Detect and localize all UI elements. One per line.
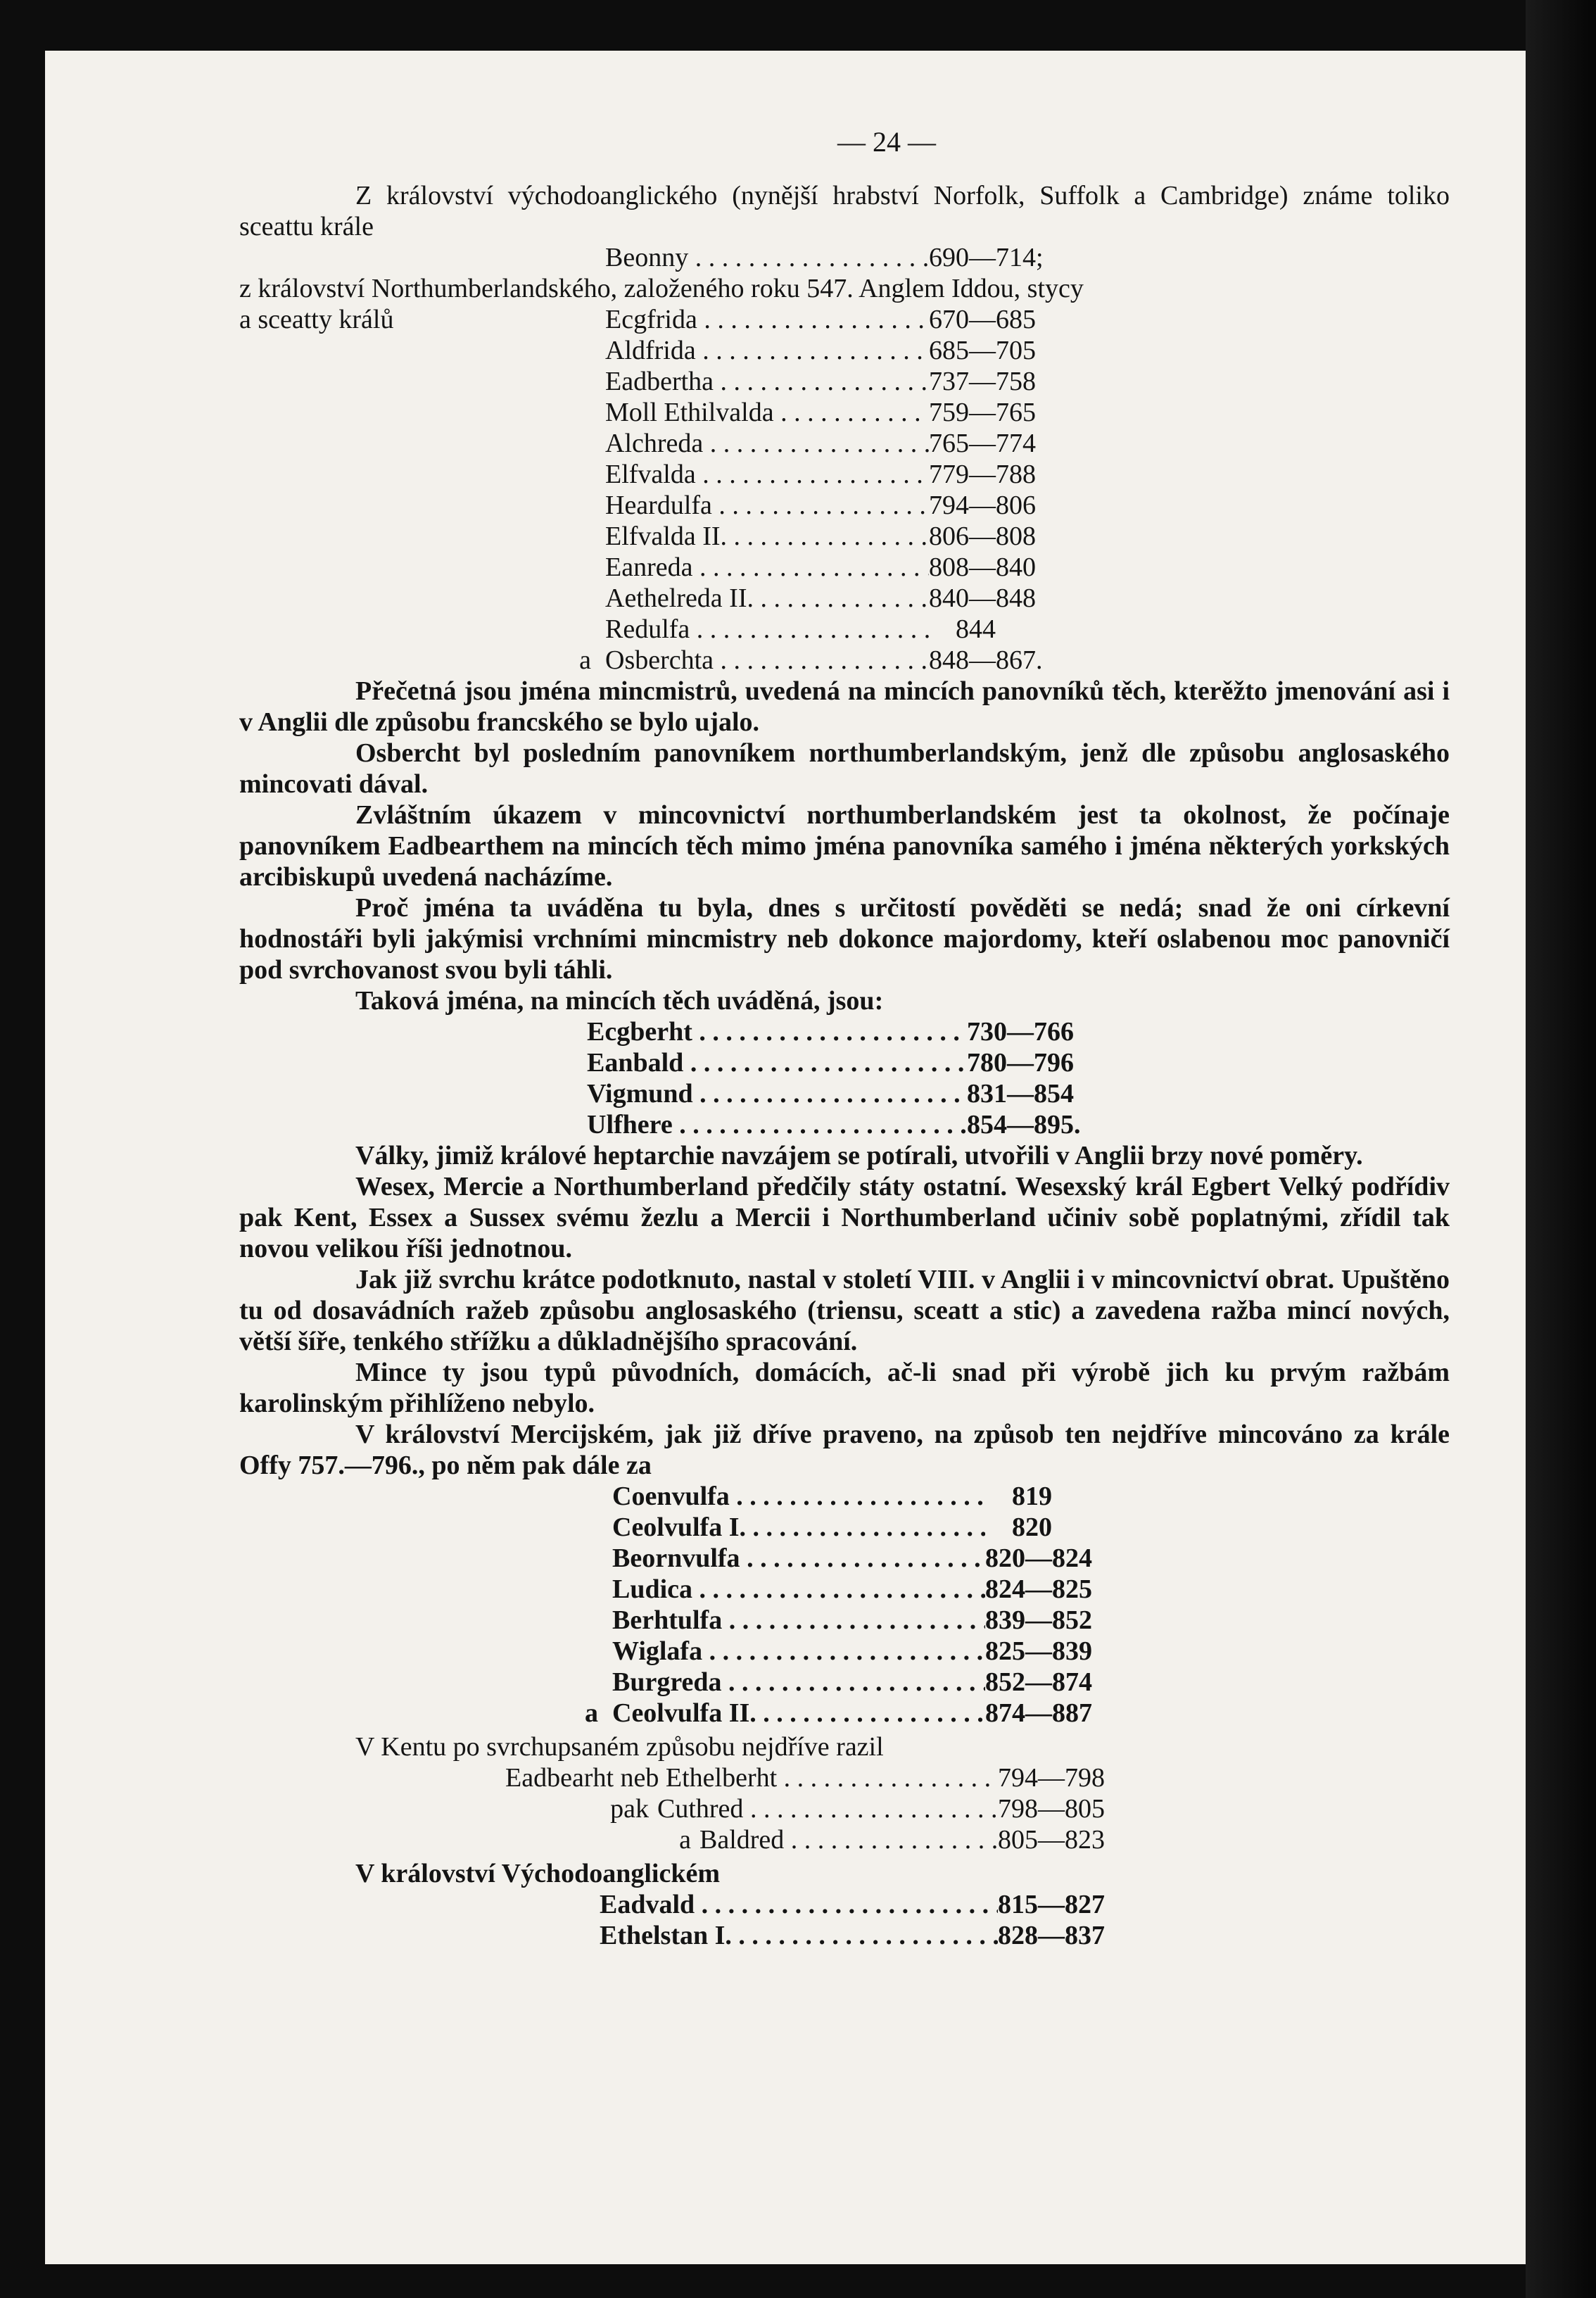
table-row	[239, 645, 1450, 676]
row-lead-text: a sceatty králů	[239, 305, 394, 334]
archbishop-name: Ulfhere . . .	[587, 1109, 967, 1140]
ruler-name: Beornvulfa . . .	[612, 1543, 985, 1574]
table-row	[239, 583, 1450, 614]
table-row	[239, 1824, 1450, 1855]
mercia-kings-table	[239, 1481, 1450, 1729]
ruler-name: Ceolvulfa II. . . .	[612, 1698, 985, 1729]
table-row	[239, 397, 1450, 428]
paragraph-osbercht: Osbercht byl posledním panovníkem northumberlandským, jenž dle způsobu anglosaského mincovati dával.	[239, 738, 1450, 799]
table-row	[239, 552, 1450, 583]
page-number: — 24 —	[837, 126, 936, 158]
archbishop-years: 780—796	[967, 1048, 1074, 1078]
table-row	[239, 304, 1450, 335]
table-row	[239, 428, 1450, 459]
ruler-name: Eadvald . . .	[600, 1889, 998, 1920]
archbishop-years: 831—854	[967, 1079, 1074, 1109]
table-row	[239, 335, 1450, 366]
paragraph-names-intro: Taková jména, na mincích těch uváděná, jsou:	[355, 986, 884, 1016]
ruler-years: 874—887	[985, 1698, 1092, 1728]
table-row	[239, 366, 1450, 397]
table-row	[239, 1793, 1450, 1824]
paragraph-wessex: Wesex, Mercie a Northumberland předčily státy ostatní. Wesexský král Egbert Velký podřídiv pak Kent, Essex a Sussex svému žezlu a Mercii i Northumberland učiniv sobě poplatnými, zřídil tak novou velikou říši jednotnou.	[239, 1172, 1450, 1263]
ruler-years: 779—788	[929, 460, 1036, 489]
table-row	[239, 1636, 1450, 1667]
ruler-name: Heardulfa . . .	[605, 490, 929, 521]
ruler-years: 825—839	[985, 1636, 1092, 1666]
ruler-years: 815—827	[998, 1890, 1105, 1919]
northumbria-kings-table	[239, 304, 1450, 676]
ruler-prefix: a	[585, 1698, 598, 1728]
paragraph-intro-east-anglia: Z království východoanglického (nynější hrabství Norfolk, Suffolk a Cambridge) známe toliko sceattu krále	[239, 181, 1450, 241]
table-row	[239, 1543, 1450, 1574]
table-row	[239, 1667, 1450, 1698]
ruler-name: Aldfrida . . .	[605, 335, 929, 366]
archbishops-table	[239, 1016, 1450, 1140]
paragraph-church-officials: Proč jména ta uváděna tu byla, dnes s určitostí pověděti se nedá; snad že oni církevní hodnostáři byli jakýmisi vrchními mincmistry neb dokonce majordomy, kteří oslabenou moc panovničí pod svrchovanost svou byli táhli.	[239, 893, 1450, 985]
table-row	[239, 614, 1450, 645]
table-row	[239, 1481, 1450, 1512]
ruler-name: Eanreda . . .	[605, 552, 929, 583]
ruler-name: Elfvalda II. . . .	[605, 521, 929, 552]
table-row	[239, 459, 1450, 490]
table-row	[239, 1512, 1450, 1543]
archbishop-years: 854—895.	[967, 1110, 1081, 1139]
ruler-years: 685—705	[929, 336, 1036, 365]
ruler-years: 819	[1012, 1482, 1052, 1511]
ruler-years: 805—823	[998, 1825, 1105, 1855]
ruler-prefix: a	[579, 645, 591, 675]
paragraph-archbishops: Zvláštním úkazem v mincovnictví northumberlandském jest ta okolnost, že počínaje panovníkem Eadbearthem na mincích těch mimo jména panovníka samého i jména některých yorkských arcibiskupů uvedená nacházíme.	[239, 800, 1450, 892]
coin-row-beonny	[239, 242, 1450, 273]
ruler-years: 844	[956, 614, 996, 644]
ruler-years: 794—798	[998, 1763, 1105, 1793]
book-spine-shadow	[1526, 0, 1596, 2298]
table-row	[239, 1109, 1450, 1140]
ruler-years: 808—840	[929, 553, 1036, 582]
paragraph-eighth-century: Jak již svrchu krátce podotknuto, nastal v století VIII. v Anglii i v mincovnictví obrat. Upuštěno tu od dosavádních ražeb způsobu anglosaského (triensu, sceatt a stic) a zavedena ražba mincí nových, větší šíře, tenkého střížku a důkladnějšího spracování.	[239, 1265, 1450, 1356]
ruler-years: 852—874	[985, 1667, 1092, 1697]
paragraph-kent: V Kentu po svrchupsaném způsobu nejdříve razil	[355, 1732, 884, 1762]
archbishop-name: Eanbald . . .	[587, 1047, 967, 1078]
ruler-name: Burgreda . . .	[612, 1667, 985, 1698]
ruler-years: 839—852	[985, 1605, 1092, 1635]
ruler-name: Eadbearht neb Ethelberht . . .	[505, 1762, 998, 1793]
ruler-years: 670—685	[929, 305, 1036, 334]
ruler-years: 765—774	[929, 429, 1036, 458]
table-row	[239, 1698, 1450, 1729]
ruler-name: Ludica . . .	[612, 1574, 985, 1605]
paragraph-intro-northumbria: z království Northumberlandského, založeného roku 547. Anglem Iddou, stycy	[239, 274, 1084, 303]
table-row	[239, 1078, 1450, 1109]
ruler-name: Wiglafa . . .	[612, 1636, 985, 1667]
ruler-years: 690—714;	[929, 243, 1044, 272]
paragraph-wars: Války, jimiž králové heptarchie navzájem se potírali, utvořili v Anglii brzy nové poměry.	[355, 1141, 1363, 1170]
archbishop-years: 730—766	[967, 1017, 1074, 1047]
page-text	[239, 127, 1450, 1951]
ruler-name: Redulfa . . .	[605, 614, 929, 645]
ruler-years: 806—808	[929, 522, 1036, 551]
kent-kings-table	[239, 1762, 1450, 1855]
ruler-years: 759—765	[929, 398, 1036, 427]
ruler-name: Eadbertha . . .	[605, 366, 929, 397]
ruler-years: 828—837	[998, 1921, 1105, 1950]
ruler-name: Cuthred . . .	[657, 1793, 998, 1824]
paragraph-east-anglia: V království Východoanglickém	[355, 1859, 720, 1888]
table-row	[239, 1047, 1450, 1078]
ruler-years: 820	[1012, 1513, 1052, 1542]
paragraph-mercia: V království Mercijském, jak již dříve praveno, na způsob ten nejdříve mincováno za krále Offy 757.—796., po něm pak dále za	[239, 1420, 1450, 1480]
ruler-name: Berhtulfa . . .	[612, 1605, 985, 1636]
ruler-prefix: pak	[610, 1794, 649, 1824]
ruler-years: 794—806	[929, 491, 1036, 520]
table-row	[239, 1889, 1450, 1920]
ruler-years: 798—805	[998, 1794, 1105, 1824]
ruler-name: Ceolvulfa I. . . .	[612, 1512, 985, 1543]
archbishop-name: Ecgberht . . .	[587, 1016, 967, 1047]
table-row	[239, 1016, 1450, 1047]
table-row	[239, 1920, 1450, 1951]
ruler-years: 737—758	[929, 367, 1036, 396]
ruler-name: Ethelstan I. . . .	[600, 1920, 998, 1951]
ruler-years: 848—867.	[929, 645, 1043, 675]
table-row	[239, 1762, 1450, 1793]
ruler-name: Osberchta . . .	[605, 645, 929, 676]
ruler-years: 840—848	[929, 583, 1036, 613]
archbishop-name: Vigmund . . .	[587, 1078, 967, 1109]
east-anglia-kings-table	[239, 1889, 1450, 1951]
paragraph-mint-masters: Přečetná jsou jména mincmistrů, uvedená na mincích panovníků těch, kterěžto jmenování asi i v Anglii dle způsobu francského se bylo ujalo.	[239, 676, 1450, 737]
ruler-name: Baldred . . .	[699, 1824, 998, 1855]
table-row	[239, 1574, 1450, 1605]
table-row	[239, 521, 1450, 552]
ruler-name: Ecgfrida . . .	[605, 304, 929, 335]
ruler-name: Aethelreda II. . . .	[605, 583, 929, 614]
ruler-name: Alchreda . . .	[605, 428, 929, 459]
paragraph-coin-types: Mince ty jsou typů původních, domácích, ač-li snad při výrobě jich ku prvým ražbám karolinským přihlíženo nebylo.	[239, 1358, 1450, 1418]
ruler-name: Beonny . . .	[605, 242, 929, 273]
ruler-years: 820—824	[985, 1543, 1092, 1573]
ruler-name: Elfvalda . . .	[605, 459, 929, 490]
table-row	[239, 490, 1450, 521]
table-row	[239, 1605, 1450, 1636]
ruler-name: Moll Ethilvalda . . .	[605, 397, 929, 428]
ruler-years: 824—825	[985, 1574, 1092, 1604]
ruler-prefix: a	[679, 1825, 691, 1855]
ruler-name: Coenvulfa . . .	[612, 1481, 985, 1512]
